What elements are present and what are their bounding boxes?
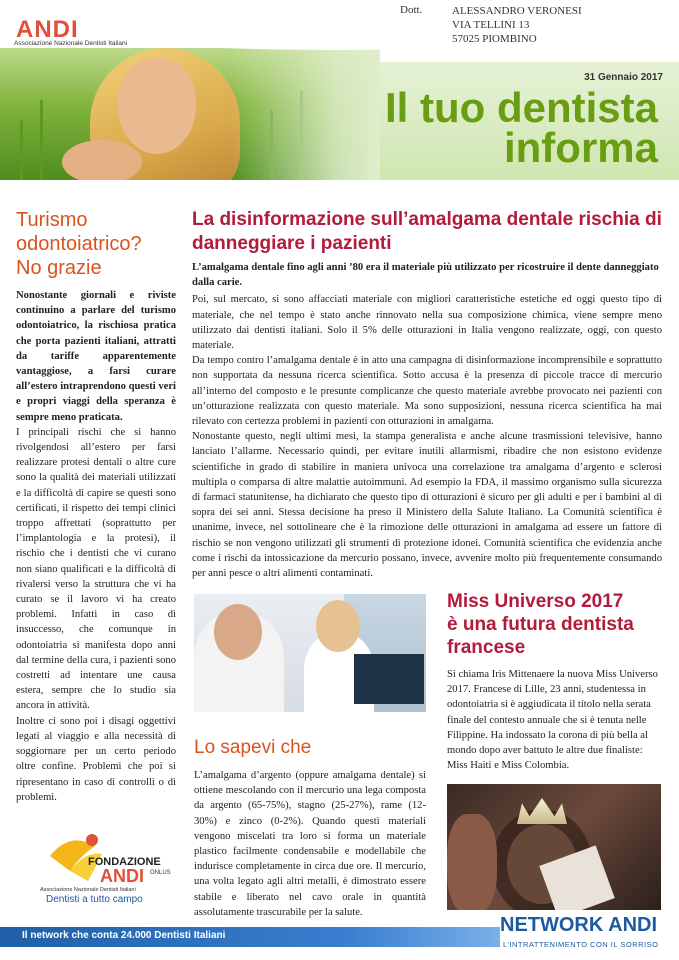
fondazione-name: FONDAZIONE — [88, 856, 161, 868]
hand-shape — [62, 140, 142, 180]
main-paragraph-1: Poi, sul mercato, si sono affacciati materiale con migliori caratteristiche estetiche ed oggi questo tipo di materiale, che nel tempo è stato anche rinnovato nella sua composizione chimica, viene sempre meno utilizzato dai dentisti italiani. Solo il 5% delle otturazioni in Italia vengono realizzate, oggi, con questo materiale. — [192, 294, 662, 352]
miss-title — [447, 590, 661, 659]
grass-blade — [20, 120, 23, 180]
patient-head — [214, 604, 262, 660]
grass-blade — [40, 100, 43, 180]
andi-logo: ANDI — [16, 16, 79, 43]
fondazione-logo — [40, 826, 180, 906]
left-paragraph-2: Inoltre ci sono poi i disagi oggettivi legati al viaggio e alla necessità di soggiornare per un certo periodo oltre confine. Problemi che poi si ripresentano in caso di controlli o di problemi. — [16, 715, 176, 803]
fondazione-tagline: Dentisti a tutto campo — [46, 894, 143, 905]
crown-icon — [517, 798, 567, 824]
dott-label: Dott. — [400, 4, 423, 16]
main-paragraph-2: Da tempo contro l’amalgama dentale è in atto una campagna di disinformazione incomprensibile e soprattutto non supportata da nessuna ricerca scientifica. Sotto accusa è la presenza di piccole tracce di mercurio all’interno del composto e le presunte complicanze che questo materiale avrebbe provocato nei pazienti con un’otturazione realizzata con questo materiale. Ma sono supposizioni, nessuna ricerca scientifica ha mai rilevato con certezza problemi in pazienti con otturazioni in amalgama. — [192, 355, 662, 428]
face-shape — [118, 58, 196, 154]
miss-section — [447, 590, 661, 773]
fondazione-andi: ANDI — [100, 866, 144, 886]
footer-network-text: Il network che conta 24.000 Dentisti Italiani — [22, 930, 226, 941]
monitor-shape — [354, 654, 424, 704]
main-article — [192, 260, 662, 581]
masthead-line2: informa — [503, 124, 658, 171]
sapevi-title: Lo sapevi che — [194, 737, 312, 758]
left-title-line3: No grazie — [16, 257, 102, 279]
left-title-line2: odontoiatrico? — [16, 233, 142, 255]
left-title — [16, 208, 176, 280]
network-andi-subtitle: L’INTRATTENIMENTO CON IL SORRISO — [503, 940, 659, 949]
street: VIA TELLINI 13 — [452, 19, 530, 31]
fondazione-onlus: ONLUS — [150, 870, 171, 876]
presenter-shape — [447, 814, 497, 910]
sapevi-text: L’amalgama d’argento (oppure amalgama dentale) si ottiene mescolando con il mercurio una lega composta da argento (65-75%), stagno (25-27%), rame (12-30%) e zinco (0-2%). Quando questi materiali vengono miscelati tra loro si forma un materiale plastico facilmente condensabile e modellabile che indurisce completamente in circa due ore. Il mercurio, una volta legato agli altri metalli, è dimostrato essere stabile e liberato nel cavo orale in quantità assolutamente trascurabile per la salute. — [194, 770, 426, 918]
header-photo — [0, 48, 380, 180]
address-block — [452, 4, 582, 46]
doctor-name: ALESSANDRO VERONESI — [452, 5, 582, 17]
main-title: La disinformazione sull’amalgama dentale rischia di danneggiare i pazienti — [192, 209, 662, 254]
sapevi-section — [194, 736, 426, 920]
issue-date: 31 Gennaio 2017 — [584, 72, 663, 83]
masthead-title — [330, 84, 658, 171]
main-lead: L’amalgama dentale fino agli anni ’80 era il materiale più utilizzato per ricostruire il dente danneggiato dalla carie. — [192, 262, 659, 289]
miss-universe-photo — [447, 784, 661, 910]
dentist-photo — [194, 594, 426, 712]
left-article — [16, 208, 176, 805]
main-paragraph-3: Nonostante questo, negli ultimi mesi, la stampa generalista e anche alcune trasmissioni televisive, hanno lanciato l’allarme. Necessario quindi, per evitare inutili allarmismi, ribadire che non esistono evidenze scientifiche in grado di stabilire in maniera univoca una correlazione tra amalgama d’argento e sclerosi multipla o comparsa di altre malattie autoimmuni. Ad esempio la FDA, il massimo organismo sulla sicurezza di farmaci statunitense, ha dichiarato che questo tipo di otturazioni è sicuro per gli adulti e per i bambini al di sopra dei sei anni. Stessa decisione ha preso il Ministero della Salute Italiano. La Comunità scientifica è unanime, invece, nel sottolineare che è la rimozione delle otturazioni in amalgama ad essere un fattore di rischio se non vengono utilizzati gli strumenti di protezione idonei. Comunità scientifica che evidenzia anche come i rischi da intossicazione da mercurio possano, invece, avvenire molto più frequentemente consumando per anni pesce o altri alimenti contaminati. — [192, 431, 662, 580]
miss-title-line2: è una futura dentista — [447, 614, 634, 635]
left-title-line1: Turismo — [16, 209, 88, 231]
city: 57025 PIOMBINO — [452, 33, 537, 45]
miss-title-line1: Miss Universo 2017 — [447, 591, 624, 612]
fondazione-assoc: Associazione Nazionale Dentisti Italiani — [40, 887, 136, 893]
miss-title-line3: francese — [447, 637, 526, 658]
network-andi-logo: NETWORK ANDI — [500, 914, 658, 936]
left-paragraph-1: I principali rischi che si hanno rivolgendosi all’estero per farsi realizzare protesi dentali o altre cure sono la qualità dei materiali utilizzati e la difficoltà di capire se questi sono certificati, il rispetto dei tempi clinici troppo affrettati (soprattutto per l’implantologia e la protesi), il rischio che i dentisti che vi curano non siano qualificati e la difficoltà di rivalersi verso la struttura che vi ha curato se il lavoro vi ha creato problemi. Infatti in caso di insuccesso, che comunque in odontoiatria si manifesta dopo anni dal termine della cura, i pazienti sono costretti ad intentare une causa estera, sempre che lo studio sia ancora in attività. — [16, 426, 176, 712]
miss-text: Si chiama Iris Mittenaere la nuova Miss Universo 2017. Francese di Lille, 23 anni, studentessa in odontoiatria si è aggiudicata il titolo nella serata finale del contesto annuale che si è tenuta nelle Filippine. Ha indossato la corona di più bella al mondo dopo aver battuto le altre due finaliste: Miss Haiti e Miss Colombia. — [447, 669, 658, 772]
andi-logo-subtitle: Associazione Nazionale Dentisti Italiani — [14, 40, 128, 47]
doctor-head — [316, 600, 360, 652]
masthead-line1: Il tuo dentista — [385, 84, 658, 131]
left-lead: Nonostante giornali e riviste continuino a parlare del turismo odontoiatrico, la rischiosa pratica che porta pazienti italiani, attratti da tariffe apparentemente vantaggiose, a farsi curare all’estero intraprendono questi veri e propri viaggi della speranza è sempre meno praticata. — [16, 290, 176, 423]
